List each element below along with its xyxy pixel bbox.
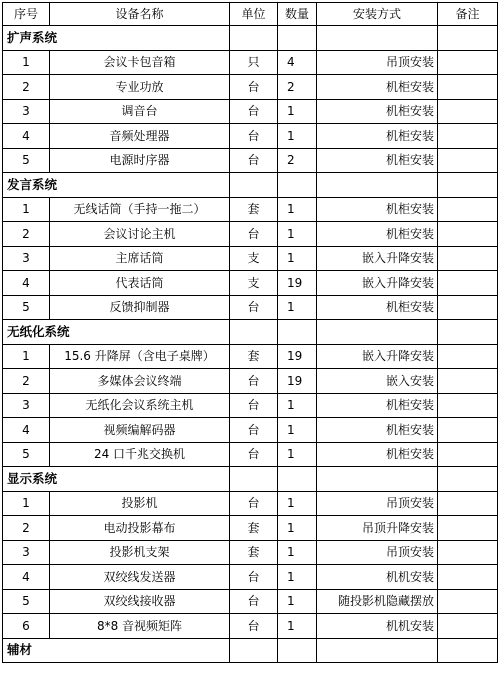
cell-note	[438, 540, 498, 565]
section-empty-cell	[230, 320, 278, 345]
cell-note	[438, 222, 498, 247]
table-row	[3, 393, 498, 418]
cell-name: 双绞线发送器	[50, 565, 230, 590]
section-title: 无纸化系统	[3, 320, 230, 345]
section-empty-cell	[438, 173, 498, 198]
section-title: 扩声系统	[3, 26, 230, 51]
cell-note	[438, 565, 498, 590]
cell-note	[438, 442, 498, 467]
table-row	[3, 344, 498, 369]
cell-no: 1	[3, 344, 50, 369]
cell-qty: 19	[278, 344, 317, 369]
cell-name: 多媒体会议终端	[50, 369, 230, 394]
cell-qty: 1	[278, 442, 317, 467]
section-empty-cell	[317, 26, 438, 51]
cell-qty: 1	[278, 491, 317, 516]
cell-name: 投影机	[50, 491, 230, 516]
cell-unit: 台	[230, 418, 278, 443]
cell-install: 机柜安装	[317, 75, 438, 100]
cell-note	[438, 393, 498, 418]
cell-no: 3	[3, 540, 50, 565]
cell-no: 4	[3, 124, 50, 149]
cell-unit: 台	[230, 124, 278, 149]
cell-note	[438, 75, 498, 100]
cell-name: 专业功放	[50, 75, 230, 100]
section-empty-cell	[317, 467, 438, 492]
table-row	[3, 99, 498, 124]
cell-no: 6	[3, 614, 50, 639]
cell-unit: 台	[230, 614, 278, 639]
cell-unit: 支	[230, 271, 278, 296]
cell-note	[438, 99, 498, 124]
cell-unit: 台	[230, 589, 278, 614]
cell-note	[438, 246, 498, 271]
cell-qty: 19	[278, 369, 317, 394]
section-title: 辅材	[3, 638, 230, 663]
section-row	[3, 467, 498, 492]
cell-no: 5	[3, 295, 50, 320]
cell-unit: 只	[230, 50, 278, 75]
header-unit: 单位	[230, 3, 278, 26]
cell-name: 投影机支架	[50, 540, 230, 565]
cell-qty: 19	[278, 271, 317, 296]
cell-unit: 台	[230, 491, 278, 516]
cell-name: 反馈抑制器	[50, 295, 230, 320]
cell-no: 4	[3, 271, 50, 296]
cell-install: 机柜安装	[317, 393, 438, 418]
cell-qty: 1	[278, 516, 317, 541]
cell-install: 机柜安装	[317, 99, 438, 124]
cell-unit: 套	[230, 540, 278, 565]
cell-install: 吊顶安装	[317, 540, 438, 565]
cell-unit: 套	[230, 344, 278, 369]
cell-install: 嵌入安装	[317, 369, 438, 394]
cell-qty: 1	[278, 99, 317, 124]
cell-install: 机柜安装	[317, 124, 438, 149]
cell-install: 机柜安装	[317, 442, 438, 467]
cell-name: 8*8 音视频矩阵	[50, 614, 230, 639]
section-empty-cell	[278, 467, 317, 492]
cell-no: 2	[3, 369, 50, 394]
equipment-table-body	[3, 3, 498, 663]
cell-install: 吊顶升降安装	[317, 516, 438, 541]
cell-name: 代表话筒	[50, 271, 230, 296]
section-empty-cell	[438, 26, 498, 51]
cell-no: 2	[3, 516, 50, 541]
cell-install: 机机安装	[317, 614, 438, 639]
section-title: 发言系统	[3, 173, 230, 198]
table-row	[3, 295, 498, 320]
cell-note	[438, 344, 498, 369]
cell-unit: 套	[230, 516, 278, 541]
cell-qty: 1	[278, 124, 317, 149]
table-row	[3, 148, 498, 173]
section-empty-cell	[278, 320, 317, 345]
table-row	[3, 50, 498, 75]
cell-note	[438, 295, 498, 320]
cell-name: 音频处理器	[50, 124, 230, 149]
section-empty-cell	[317, 173, 438, 198]
cell-qty: 1	[278, 565, 317, 590]
section-row	[3, 26, 498, 51]
cell-unit: 台	[230, 393, 278, 418]
cell-qty: 1	[278, 197, 317, 222]
cell-no: 1	[3, 491, 50, 516]
section-row	[3, 173, 498, 198]
section-empty-cell	[278, 26, 317, 51]
cell-no: 2	[3, 222, 50, 247]
table-row	[3, 197, 498, 222]
equipment-table	[2, 2, 498, 663]
cell-no: 3	[3, 393, 50, 418]
section-title: 显示系统	[3, 467, 230, 492]
cell-unit: 台	[230, 148, 278, 173]
cell-name: 无纸化会议系统主机	[50, 393, 230, 418]
cell-note	[438, 148, 498, 173]
table-row	[3, 222, 498, 247]
cell-note	[438, 50, 498, 75]
header-note: 备注	[438, 3, 498, 26]
cell-name: 会议卡包音箱	[50, 50, 230, 75]
table-row	[3, 540, 498, 565]
header-name: 设备名称	[50, 3, 230, 26]
cell-install: 机柜安装	[317, 197, 438, 222]
section-empty-cell	[278, 173, 317, 198]
cell-name: 主席话筒	[50, 246, 230, 271]
cell-qty: 1	[278, 418, 317, 443]
cell-qty: 4	[278, 50, 317, 75]
table-row	[3, 369, 498, 394]
cell-note	[438, 589, 498, 614]
table-row	[3, 418, 498, 443]
cell-install: 机机安装	[317, 565, 438, 590]
cell-qty: 1	[278, 222, 317, 247]
cell-unit: 台	[230, 222, 278, 247]
table-row	[3, 271, 498, 296]
section-row	[3, 320, 498, 345]
table-header-row	[3, 3, 498, 26]
section-empty-cell	[438, 638, 498, 663]
cell-install: 嵌入升降安装	[317, 271, 438, 296]
cell-note	[438, 614, 498, 639]
cell-qty: 1	[278, 540, 317, 565]
cell-no: 5	[3, 442, 50, 467]
section-empty-cell	[230, 638, 278, 663]
section-empty-cell	[230, 173, 278, 198]
cell-name: 调音台	[50, 99, 230, 124]
cell-unit: 台	[230, 295, 278, 320]
cell-no: 2	[3, 75, 50, 100]
cell-name: 24 口千兆交换机	[50, 442, 230, 467]
cell-name: 双绞线接收器	[50, 589, 230, 614]
section-empty-cell	[317, 638, 438, 663]
cell-no: 1	[3, 50, 50, 75]
cell-name: 电动投影幕布	[50, 516, 230, 541]
table-row	[3, 491, 498, 516]
cell-no: 1	[3, 197, 50, 222]
header-no: 序号	[3, 3, 50, 26]
table-row	[3, 75, 498, 100]
cell-unit: 套	[230, 197, 278, 222]
cell-unit: 台	[230, 565, 278, 590]
section-empty-cell	[230, 467, 278, 492]
cell-note	[438, 124, 498, 149]
cell-qty: 1	[278, 295, 317, 320]
cell-qty: 1	[278, 614, 317, 639]
cell-unit: 台	[230, 99, 278, 124]
cell-note	[438, 516, 498, 541]
cell-install: 机柜安装	[317, 148, 438, 173]
table-row	[3, 246, 498, 271]
cell-install: 吊顶安装	[317, 50, 438, 75]
cell-install: 机柜安装	[317, 418, 438, 443]
section-empty-cell	[317, 320, 438, 345]
table-row	[3, 614, 498, 639]
section-empty-cell	[230, 26, 278, 51]
cell-qty: 2	[278, 75, 317, 100]
cell-note	[438, 369, 498, 394]
cell-install: 随投影机隐藏摆放	[317, 589, 438, 614]
cell-qty: 1	[278, 589, 317, 614]
cell-no: 3	[3, 246, 50, 271]
cell-install: 机柜安装	[317, 295, 438, 320]
cell-note	[438, 491, 498, 516]
cell-qty: 2	[278, 148, 317, 173]
cell-unit: 台	[230, 369, 278, 394]
cell-qty: 1	[278, 393, 317, 418]
cell-unit: 台	[230, 75, 278, 100]
cell-install: 机柜安装	[317, 222, 438, 247]
section-empty-cell	[438, 467, 498, 492]
cell-install: 嵌入升降安装	[317, 344, 438, 369]
cell-name: 视频编解码器	[50, 418, 230, 443]
header-install: 安装方式	[317, 3, 438, 26]
section-empty-cell	[438, 320, 498, 345]
cell-unit: 台	[230, 442, 278, 467]
cell-name: 会议讨论主机	[50, 222, 230, 247]
table-row	[3, 124, 498, 149]
cell-no: 3	[3, 99, 50, 124]
section-empty-cell	[278, 638, 317, 663]
cell-name: 电源时序器	[50, 148, 230, 173]
table-row	[3, 516, 498, 541]
cell-note	[438, 271, 498, 296]
section-row	[3, 638, 498, 663]
cell-no: 5	[3, 148, 50, 173]
cell-no: 4	[3, 418, 50, 443]
table-row	[3, 589, 498, 614]
cell-no: 5	[3, 589, 50, 614]
cell-install: 嵌入升降安装	[317, 246, 438, 271]
table-row	[3, 565, 498, 590]
header-qty: 数量	[278, 3, 317, 26]
cell-name: 15.6 升降屏（含电子桌牌）	[50, 344, 230, 369]
cell-qty: 1	[278, 246, 317, 271]
cell-name: 无线话筒（手持一拖二）	[50, 197, 230, 222]
cell-note	[438, 418, 498, 443]
cell-install: 吊顶安装	[317, 491, 438, 516]
cell-unit: 支	[230, 246, 278, 271]
cell-no: 4	[3, 565, 50, 590]
table-row	[3, 442, 498, 467]
cell-note	[438, 197, 498, 222]
